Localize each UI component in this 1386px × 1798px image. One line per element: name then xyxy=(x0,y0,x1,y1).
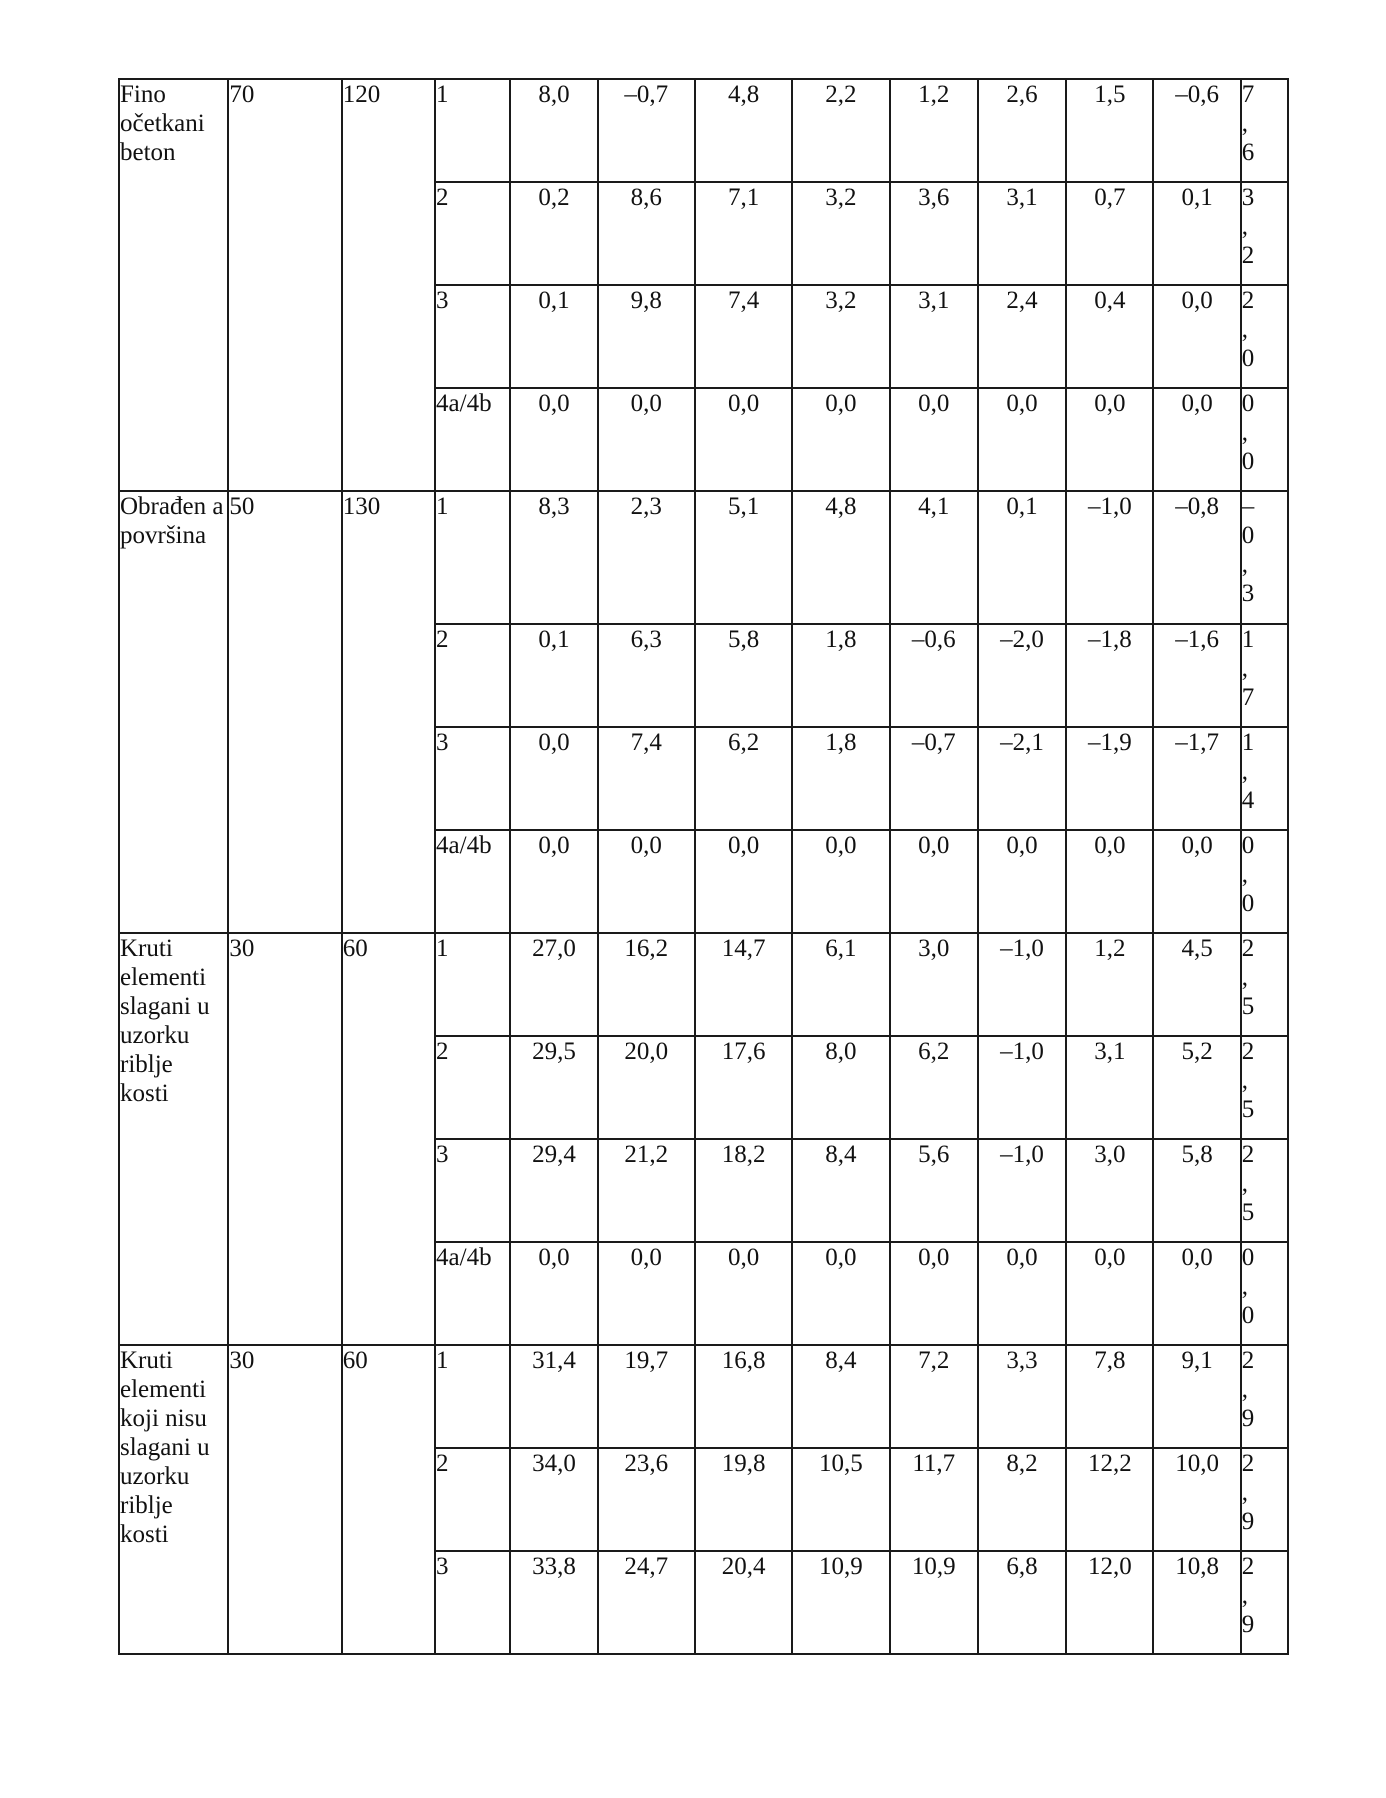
value-cell: 29,4 xyxy=(510,1139,597,1242)
value-cell: 7,1 xyxy=(695,182,792,285)
value-cell: 0,0 xyxy=(792,830,889,933)
surface-type-cell: Fino očetkani beton xyxy=(119,79,228,491)
last-column-char: 5 xyxy=(1241,993,1255,1020)
value-cell: –1,6 xyxy=(1153,624,1240,727)
value-cell: 5,2 xyxy=(1153,1036,1240,1139)
value-cell: –1,0 xyxy=(978,1139,1066,1242)
value-cell: 8,0 xyxy=(792,1036,889,1139)
column-b-cell: 120 xyxy=(342,79,435,491)
value-cell: 0,0 xyxy=(1153,388,1240,491)
last-column-char: 5 xyxy=(1241,1199,1255,1226)
last-column-char: 2 xyxy=(1241,1141,1255,1168)
last-column-char: 0 xyxy=(1241,390,1255,417)
value-cell: 2,4 xyxy=(978,285,1066,388)
last-column-char: 0 xyxy=(1241,522,1255,549)
value-cell: 5,6 xyxy=(890,1139,978,1242)
column-a-cell: 30 xyxy=(228,1345,341,1654)
value-cell: –0,6 xyxy=(890,624,978,727)
value-cell: 12,2 xyxy=(1066,1448,1153,1551)
last-column-char: 1 xyxy=(1241,729,1255,756)
value-cell: 8,3 xyxy=(510,491,597,624)
last-column-cell xyxy=(1241,79,1288,182)
last-column-char: 2 xyxy=(1241,935,1255,962)
value-cell: 8,4 xyxy=(792,1345,889,1448)
last-column-char: , xyxy=(1241,1067,1249,1094)
value-cell: 0,0 xyxy=(1066,388,1153,491)
value-cell: 4,8 xyxy=(792,491,889,624)
last-column-char: , xyxy=(1241,861,1249,888)
value-cell: 0,0 xyxy=(890,830,978,933)
value-cell: 0,0 xyxy=(1153,1242,1240,1345)
value-cell: 3,1 xyxy=(978,182,1066,285)
value-cell: 3,0 xyxy=(1066,1139,1153,1242)
last-column-char: 1 xyxy=(1241,626,1255,653)
value-cell: 0,0 xyxy=(695,1242,792,1345)
value-cell: 3,1 xyxy=(890,285,978,388)
value-cell: 6,1 xyxy=(792,933,889,1036)
last-column-char: 0 xyxy=(1241,1244,1255,1271)
column-a-cell: 50 xyxy=(228,491,341,933)
value-cell: –0,6 xyxy=(1153,79,1240,182)
profile-cell: 1 xyxy=(435,1345,510,1448)
value-cell: 33,8 xyxy=(510,1551,597,1654)
value-cell: 16,2 xyxy=(598,933,695,1036)
table-row xyxy=(119,491,1288,624)
last-column-cell xyxy=(1241,491,1288,624)
value-cell: 2,2 xyxy=(792,79,889,182)
value-cell: 0,7 xyxy=(1066,182,1153,285)
value-cell: 6,2 xyxy=(695,727,792,830)
value-cell: 10,9 xyxy=(890,1551,978,1654)
last-column-char: 9 xyxy=(1241,1405,1255,1432)
last-column-char: – xyxy=(1241,493,1255,520)
value-cell: 5,8 xyxy=(695,624,792,727)
value-cell: 14,7 xyxy=(695,933,792,1036)
last-column-cell xyxy=(1241,1448,1288,1551)
last-column-char: 0 xyxy=(1241,890,1255,917)
value-cell: 3,0 xyxy=(890,933,978,1036)
profile-cell: 3 xyxy=(435,1139,510,1242)
value-cell: 21,2 xyxy=(598,1139,695,1242)
value-cell: 6,8 xyxy=(978,1551,1066,1654)
value-cell: 1,5 xyxy=(1066,79,1153,182)
last-column-char: 0 xyxy=(1241,832,1255,859)
value-cell: 11,7 xyxy=(890,1448,978,1551)
value-cell: –1,8 xyxy=(1066,624,1153,727)
last-column-char: 2 xyxy=(1241,287,1255,314)
value-cell: 8,6 xyxy=(598,182,695,285)
value-cell: 0,0 xyxy=(598,388,695,491)
last-column-char: , xyxy=(1241,1376,1249,1403)
column-b-cell: 60 xyxy=(342,933,435,1345)
last-column-char: 2 xyxy=(1241,1038,1255,1065)
last-column-char: , xyxy=(1241,1479,1249,1506)
value-cell: 0,0 xyxy=(978,1242,1066,1345)
value-cell: 0,1 xyxy=(510,624,597,727)
value-cell: 0,0 xyxy=(510,727,597,830)
value-cell: 0,0 xyxy=(1153,285,1240,388)
last-column-char: , xyxy=(1241,964,1249,991)
value-cell: 34,0 xyxy=(510,1448,597,1551)
value-cell: 3,1 xyxy=(1066,1036,1153,1139)
value-cell: 10,5 xyxy=(792,1448,889,1551)
value-cell: 0,0 xyxy=(510,1242,597,1345)
last-column-char: 2 xyxy=(1241,1553,1255,1580)
value-cell: 0,0 xyxy=(598,1242,695,1345)
last-column-cell xyxy=(1241,830,1288,933)
value-cell: 7,8 xyxy=(1066,1345,1153,1448)
last-column-cell xyxy=(1241,1551,1288,1654)
value-cell: –1,0 xyxy=(978,1036,1066,1139)
last-column-char: , xyxy=(1241,655,1249,682)
last-column-cell xyxy=(1241,182,1288,285)
profile-cell: 3 xyxy=(435,285,510,388)
value-cell: 8,0 xyxy=(510,79,597,182)
value-cell: 6,3 xyxy=(598,624,695,727)
column-a-cell: 70 xyxy=(228,79,341,491)
value-cell: 6,2 xyxy=(890,1036,978,1139)
value-cell: –1,0 xyxy=(1066,491,1153,624)
value-cell: 24,7 xyxy=(598,1551,695,1654)
surface-type-cell: Obrađen a površina xyxy=(119,491,228,933)
last-column-char: 3 xyxy=(1241,580,1255,607)
last-column-cell xyxy=(1241,624,1288,727)
value-cell: 0,0 xyxy=(1153,830,1240,933)
last-column-cell xyxy=(1241,388,1288,491)
value-cell: 1,8 xyxy=(792,727,889,830)
value-cell: 0,0 xyxy=(792,1242,889,1345)
value-cell: 0,1 xyxy=(978,491,1066,624)
table-body xyxy=(119,79,1288,1654)
value-cell: 3,2 xyxy=(792,182,889,285)
value-cell: 7,4 xyxy=(598,727,695,830)
value-cell: 8,2 xyxy=(978,1448,1066,1551)
value-cell: 18,2 xyxy=(695,1139,792,1242)
last-column-cell xyxy=(1241,1345,1288,1448)
last-column-char: 0 xyxy=(1241,448,1255,475)
value-cell: 2,3 xyxy=(598,491,695,624)
column-a-cell: 30 xyxy=(228,933,341,1345)
value-cell: 3,6 xyxy=(890,182,978,285)
last-column-char: 9 xyxy=(1241,1508,1255,1535)
last-column-char: 0 xyxy=(1241,1302,1255,1329)
results-table xyxy=(118,78,1289,1655)
value-cell: 17,6 xyxy=(695,1036,792,1139)
profile-cell: 1 xyxy=(435,933,510,1036)
value-cell: –1,0 xyxy=(978,933,1066,1036)
value-cell: 0,0 xyxy=(890,1242,978,1345)
value-cell: 20,4 xyxy=(695,1551,792,1654)
value-cell: –0,8 xyxy=(1153,491,1240,624)
last-column-char: 4 xyxy=(1241,787,1255,814)
value-cell: 0,0 xyxy=(890,388,978,491)
last-column-char: , xyxy=(1241,1273,1249,1300)
value-cell: 1,8 xyxy=(792,624,889,727)
profile-cell: 3 xyxy=(435,727,510,830)
value-cell: 20,0 xyxy=(598,1036,695,1139)
value-cell: –2,1 xyxy=(978,727,1066,830)
last-column-char: 3 xyxy=(1241,184,1255,211)
value-cell: –0,7 xyxy=(598,79,695,182)
value-cell: 1,2 xyxy=(890,79,978,182)
value-cell: 19,8 xyxy=(695,1448,792,1551)
last-column-char: 6 xyxy=(1241,139,1255,166)
last-column-char: 0 xyxy=(1241,345,1255,372)
last-column-cell xyxy=(1241,1139,1288,1242)
value-cell: 0,1 xyxy=(1153,182,1240,285)
last-column-char: 7 xyxy=(1241,684,1255,711)
value-cell: 12,0 xyxy=(1066,1551,1153,1654)
value-cell: 16,8 xyxy=(695,1345,792,1448)
value-cell: 0,0 xyxy=(978,830,1066,933)
last-column-char: 9 xyxy=(1241,1611,1255,1638)
value-cell: 5,8 xyxy=(1153,1139,1240,1242)
last-column-cell xyxy=(1241,285,1288,388)
profile-cell: 2 xyxy=(435,1036,510,1139)
last-column-char: 2 xyxy=(1241,1450,1255,1477)
value-cell: 3,2 xyxy=(792,285,889,388)
profile-cell: 3 xyxy=(435,1551,510,1654)
profile-cell: 1 xyxy=(435,79,510,182)
value-cell: 3,3 xyxy=(978,1345,1066,1448)
table-row xyxy=(119,1345,1288,1448)
value-cell: 2,6 xyxy=(978,79,1066,182)
value-cell: 9,1 xyxy=(1153,1345,1240,1448)
value-cell: 10,8 xyxy=(1153,1551,1240,1654)
column-b-cell: 60 xyxy=(342,1345,435,1654)
value-cell: 0,4 xyxy=(1066,285,1153,388)
last-column-char: , xyxy=(1241,551,1249,578)
value-cell: 7,4 xyxy=(695,285,792,388)
surface-type-cell: Kruti elementi slagani u uzorku riblje kosti xyxy=(119,933,228,1345)
value-cell: 0,0 xyxy=(1066,1242,1153,1345)
profile-cell: 4a/4b xyxy=(435,830,510,933)
value-cell: 23,6 xyxy=(598,1448,695,1551)
value-cell: 31,4 xyxy=(510,1345,597,1448)
last-column-cell xyxy=(1241,727,1288,830)
profile-cell: 1 xyxy=(435,491,510,624)
table-row xyxy=(119,933,1288,1036)
value-cell: –1,9 xyxy=(1066,727,1153,830)
last-column-char: , xyxy=(1241,213,1249,240)
profile-cell: 2 xyxy=(435,182,510,285)
value-cell: –1,7 xyxy=(1153,727,1240,830)
value-cell: 0,2 xyxy=(510,182,597,285)
last-column-char: , xyxy=(1241,419,1249,446)
value-cell: 4,8 xyxy=(695,79,792,182)
last-column-char: , xyxy=(1241,1582,1249,1609)
profile-cell: 2 xyxy=(435,1448,510,1551)
column-b-cell: 130 xyxy=(342,491,435,933)
table-row xyxy=(119,79,1288,182)
last-column-char: 2 xyxy=(1241,242,1255,269)
value-cell: 10,9 xyxy=(792,1551,889,1654)
profile-cell: 4a/4b xyxy=(435,388,510,491)
last-column-cell xyxy=(1241,1242,1288,1345)
last-column-cell xyxy=(1241,1036,1288,1139)
value-cell: 27,0 xyxy=(510,933,597,1036)
last-column-char: 5 xyxy=(1241,1096,1255,1123)
surface-type-cell: Kruti elementi koji nisu slagani u uzorku riblje kosti xyxy=(119,1345,228,1654)
value-cell: 1,2 xyxy=(1066,933,1153,1036)
value-cell: 0,0 xyxy=(695,388,792,491)
last-column-char: , xyxy=(1241,758,1249,785)
profile-cell: 4a/4b xyxy=(435,1242,510,1345)
value-cell: –0,7 xyxy=(890,727,978,830)
value-cell: 7,2 xyxy=(890,1345,978,1448)
value-cell: 0,1 xyxy=(510,285,597,388)
value-cell: 0,0 xyxy=(510,830,597,933)
value-cell: 10,0 xyxy=(1153,1448,1240,1551)
value-cell: 0,0 xyxy=(792,388,889,491)
last-column-char: , xyxy=(1241,316,1249,343)
value-cell: 19,7 xyxy=(598,1345,695,1448)
value-cell: 0,0 xyxy=(695,830,792,933)
value-cell: 29,5 xyxy=(510,1036,597,1139)
profile-cell: 2 xyxy=(435,624,510,727)
last-column-char: 2 xyxy=(1241,1347,1255,1374)
value-cell: 0,0 xyxy=(1066,830,1153,933)
value-cell: –2,0 xyxy=(978,624,1066,727)
value-cell: 4,5 xyxy=(1153,933,1240,1036)
last-column-char: , xyxy=(1241,110,1249,137)
value-cell: 5,1 xyxy=(695,491,792,624)
value-cell: 0,0 xyxy=(598,830,695,933)
value-cell: 0,0 xyxy=(978,388,1066,491)
value-cell: 8,4 xyxy=(792,1139,889,1242)
last-column-char: 7 xyxy=(1241,81,1255,108)
last-column-cell xyxy=(1241,933,1288,1036)
value-cell: 0,0 xyxy=(510,388,597,491)
last-column-char: , xyxy=(1241,1170,1249,1197)
value-cell: 4,1 xyxy=(890,491,978,624)
value-cell: 9,8 xyxy=(598,285,695,388)
